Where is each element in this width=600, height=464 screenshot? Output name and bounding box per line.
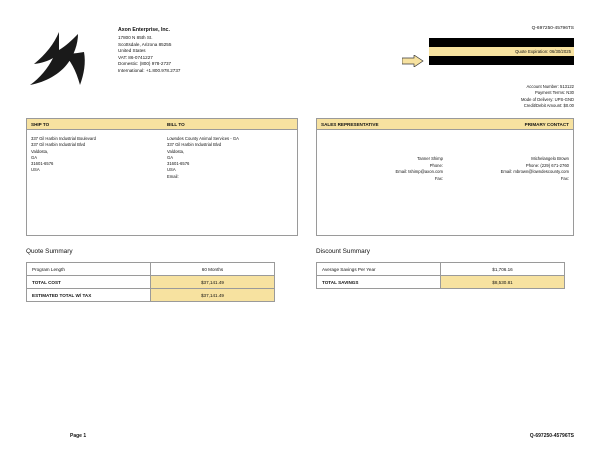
payment-terms: Payment Terms: N30 <box>534 90 574 96</box>
table-row <box>317 276 565 289</box>
mode-of-delivery: Mode of Delivery: UPS-GND <box>520 96 574 102</box>
ship-to-header: SHIP TO <box>31 121 50 127</box>
ship-line-5: 31601-6576 <box>31 161 54 167</box>
discount-summary-title: Discount Summary <box>316 248 370 255</box>
account-number: Account Number: 513122 <box>526 84 574 89</box>
company-name: Axon Enterprise, Inc. <box>118 27 170 33</box>
quote-summary-value-1: $37,141.49 <box>151 276 275 289</box>
company-vat: VAT: 86-0741227 <box>118 54 153 60</box>
primary-contact-phone: Phone: (229) 671-2760 <box>525 162 569 168</box>
ship-line-1: 337 Gil Harbin Industrial Boulevard <box>31 136 96 141</box>
footer-quote-id: Q-697250-45796TS <box>529 433 574 439</box>
ship-bill-header <box>27 119 297 130</box>
primary-contact-fax: Fax: <box>560 175 569 181</box>
quote-summary-title: Quote Summary <box>26 248 73 255</box>
discount-summary-value-1: $8,530.81 <box>441 276 565 289</box>
bill-line-7: Email: <box>167 173 179 179</box>
axon-logo-icon <box>28 30 90 88</box>
quote-summary-label-1: TOTAL COST <box>27 276 151 289</box>
table-row <box>27 276 275 289</box>
company-info <box>118 27 268 74</box>
discount-summary-value-0: $1,706.16 <box>441 263 565 276</box>
primary-contact-name: Michelangelo Brown <box>531 156 569 161</box>
primary-contact <box>447 156 569 182</box>
quote-meta <box>394 84 574 109</box>
quote-summary-value-2: $37,141.49 <box>151 289 275 302</box>
primary-contact-email: Email: mbrown@lowndescounty.com <box>500 169 569 174</box>
company-international-phone: International: +1.800.978.2737 <box>118 67 181 73</box>
sales-rep-header: SALES REPRESENTATIVE <box>321 121 379 127</box>
ship-line-2: 337 Gil Harbin Industrial Blvd <box>31 142 86 148</box>
sales-representative <box>321 156 443 182</box>
quote-contract-start-row: Estimated Contract Start Date: 10/01/2025 <box>429 56 574 65</box>
sales-rep-name: Tanner Shimp <box>417 156 443 161</box>
company-address2: Scottsdale, Arizona 85255 <box>118 41 172 47</box>
discount-summary-table <box>316 262 565 289</box>
page-number: Page 1 <box>70 433 87 439</box>
company-address1: 17800 N 85th St. <box>118 35 153 41</box>
primary-contact-header: PRIMARY CONTACT <box>524 121 569 127</box>
bill-line-1: Lowndes County Animal Services - GA <box>167 136 239 141</box>
ship-line-4: GA <box>31 154 38 160</box>
contacts-block <box>316 118 574 236</box>
quote-summary-value-0: 60 Months <box>151 263 275 276</box>
ship-to-address <box>31 136 156 174</box>
credit-debit-amount: Credit/Debit Amount: $0.00 <box>523 102 574 108</box>
ship-bill-block <box>26 118 298 236</box>
bill-line-6: USA <box>167 167 176 173</box>
bill-to-address <box>167 136 292 180</box>
quote-summary-label-2: ESTIMATED TOTAL W/ TAX <box>27 289 151 302</box>
sales-rep-email: Email: tshimp@axon.com <box>395 169 443 174</box>
company-domestic-phone: Domestic: (800) 978-2737 <box>118 61 172 67</box>
quote-summary-label-0: Program Length <box>27 263 151 276</box>
ship-line-3: Valdosta, <box>31 148 49 154</box>
discount-summary-label-0: Average Savings Per Year <box>317 263 441 276</box>
document-header <box>0 0 600 108</box>
bill-to-header: BILL TO <box>167 121 185 127</box>
ship-line-6: USA <box>31 167 40 173</box>
bill-line-2: 337 Gil Harbin Industrial Blvd <box>167 142 222 148</box>
table-row <box>27 289 275 302</box>
sales-rep-phone: Phone: <box>429 162 443 168</box>
company-country: United States <box>118 48 146 54</box>
quote-status-rows <box>429 38 574 65</box>
quote-id-header: Q-697250-45796TS <box>531 26 574 31</box>
table-row <box>27 263 275 276</box>
discount-summary-label-1: TOTAL SAVINGS <box>317 276 441 289</box>
contacts-header <box>317 119 573 130</box>
table-row <box>317 263 565 276</box>
arrow-right-icon <box>402 55 424 67</box>
sales-rep-fax: Fax: <box>434 175 443 181</box>
bill-line-4: GA <box>167 154 174 160</box>
bill-line-5: 31601-6576 <box>167 161 190 167</box>
quote-issued-row: Issued: 05/19/2025 <box>429 38 574 47</box>
quote-expiration-row: Quote Expiration: 06/30/2025 <box>429 47 574 56</box>
bill-line-3: Valdosta, <box>167 148 185 154</box>
quote-summary-table <box>26 262 275 302</box>
